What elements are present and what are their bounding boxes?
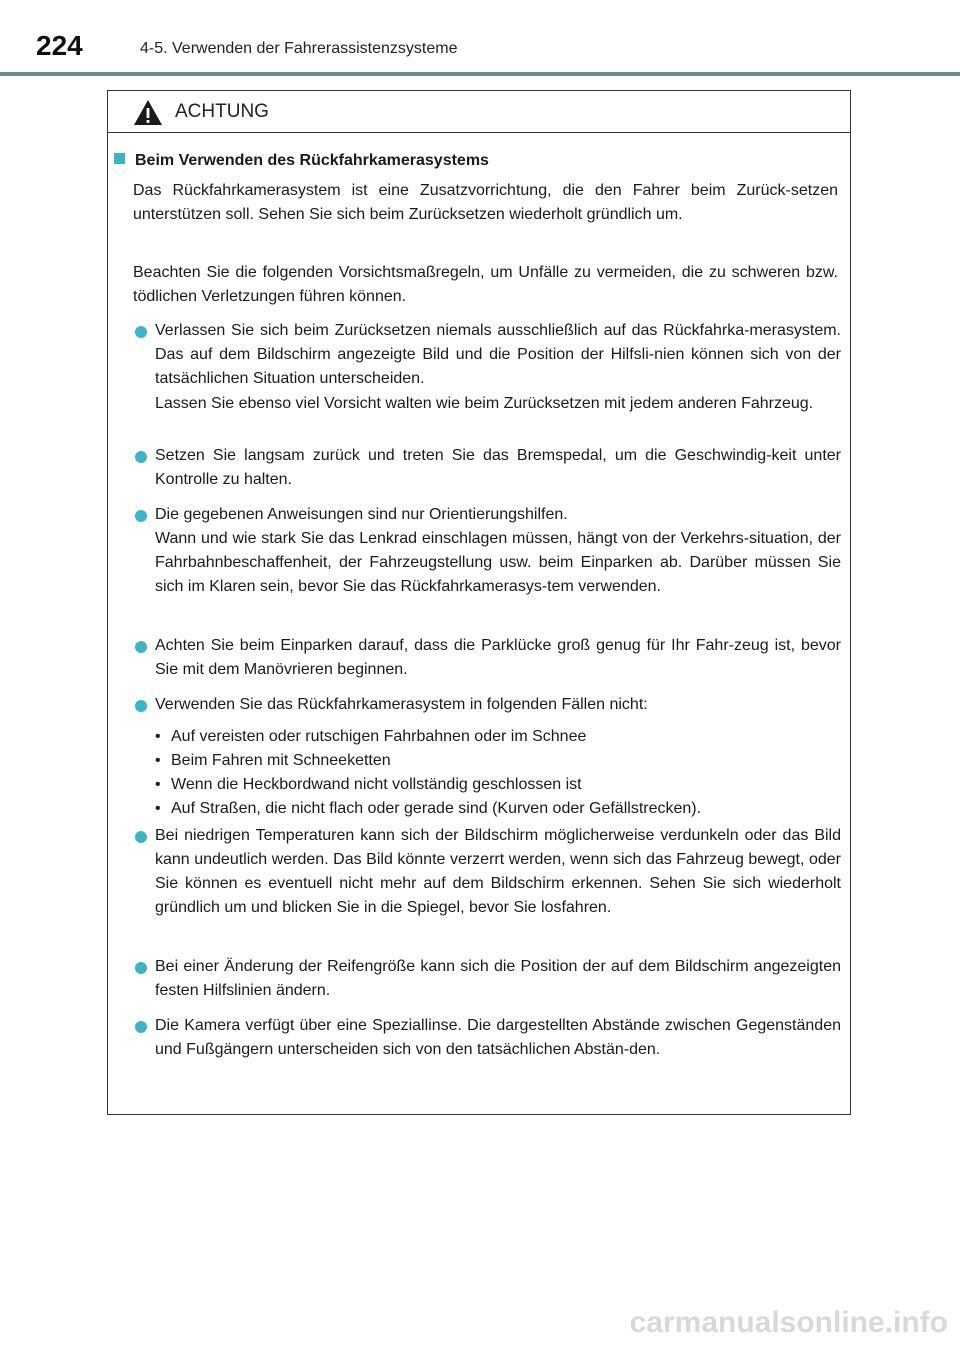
footer-watermark[interactable]: carmanualsonline.info [629,1306,948,1339]
bullet-dot-icon [135,831,147,843]
sub-list-item-text: Wenn die Heckbordwand nicht vollständig geschlossen ist [171,776,582,793]
warning-label: ACHTUNG [175,101,269,122]
bullet-dot-icon [135,510,147,522]
warning-header [108,91,850,133]
bullet-item: Bei niedrigen Temperaturen kann sich der Bildschirm möglicherweise verdunkeln oder das Bild kann undeutlich werden. Das Bild könnte verzerrt werden, wenn sich das Fahrzeug bewegt, oder Sie können es eventuell nicht mehr auf dem Bildschirm erkennen. Sehen Sie sich wiederholt gründlich um und blicken Sie in die Spiegel, bevor Sie losfahren. [155,827,841,916]
intro-paragraph-2: Beachten Sie die folgenden Vorsichtsmaßregeln, um Unfälle zu vermeiden, die zu schweren bzw. tödlichen Verletzungen führen können. [133,264,838,305]
bullet-item: Verwenden Sie das Rückfahrkamerasystem in folgenden Fällen nicht: [155,696,648,713]
bullet-dot-icon [135,326,147,338]
bullet-dot-icon [135,451,147,463]
bullet-item: Bei einer Änderung der Reifengröße kann sich die Position der auf dem Bildschirm angezeigten festen Hilfslinien ändern. [155,958,841,999]
bullet-item: Verlassen Sie sich beim Zurücksetzen niemals ausschließlich auf das Rückfahrka-merasystem. Das auf dem Bildschirm angezeigte Bild und die Position der Hilfsli-nien können sich von der tatsächlichen Situation unterscheiden. [155,322,841,387]
sub-list-item-text: Auf vereisten oder rutschigen Fahrbahnen oder im Schnee [171,728,587,745]
bullet-dot-icon [135,962,147,974]
square-bullet-icon [114,153,125,164]
bullet-extra: Wann und wie stark Sie das Lenkrad einschlagen müssen, hängt von der Verkehrs-situation, der Fahrbahnbeschaffenheit, der Fahrzeugstellung usw. beim Einparken ab. Darüber müssen Sie sich im Klaren sein, bevor Sie das Rückfahrkamerasys-tem verwenden. [155,530,841,595]
sub-list-item: • Auf vereisten oder rutschigen Fahrbahnen oder im Schnee [155,728,587,745]
bullet-item: Die gegebenen Anweisungen sind nur Orientierungshilfen. [155,506,568,523]
warning-triangle-icon [133,99,163,126]
bullet-dot-icon [135,641,147,653]
sub-list-item: • Auf Straßen, die nicht flach oder gerade sind (Kurven oder Gefällstrecken). [155,800,702,817]
sub-list-item: • Beim Fahren mit Schneeketten [155,752,391,769]
page-number: 224 [36,30,83,61]
intro-paragraph-1: Das Rückfahrkamerasystem ist eine Zusatzvorrichtung, die den Fahrer beim Zurück-setzen unterstützen soll. Sehen Sie sich beim Zurücksetzen wiederholt gründlich um. [133,182,838,223]
sub-list-item-text: Beim Fahren mit Schneeketten [171,752,391,769]
bullet-item: Setzen Sie langsam zurück und treten Sie das Bremspedal, um die Geschwindig-keit unter Kontrolle zu halten. [155,447,841,488]
sub-list-item: • Wenn die Heckbordwand nicht vollständig geschlossen ist [155,776,582,793]
header-rule [0,72,960,76]
warning-box [107,90,851,1115]
section-title-text: Beim Verwenden des Rückfahrkamerasystems [135,152,489,169]
bullet-dot-icon [135,1021,147,1033]
bullet-item: Achten Sie beim Einparken darauf, dass die Parklücke groß genug für Ihr Fahr-zeug ist, bevor Sie mit dem Manövrieren beginnen. [155,637,841,678]
bullet-item: Die Kamera verfügt über eine Speziallinse. Die dargestellten Abstände zwischen Gegenständen und Fußgängern unterscheiden sich von den tatsächlichen Abstän-den. [155,1017,841,1058]
sub-list-item-text: Auf Straßen, die nicht flach oder gerade sind (Kurven oder Gefällstrecken). [171,800,702,817]
bullet-dot-icon [135,700,147,712]
bullet-extra: Lassen Sie ebenso viel Vorsicht walten wie beim Zurücksetzen mit jedem anderen Fahrzeug. [155,395,814,412]
section-title [114,152,489,170]
section-header: 4-5. Verwenden der Fahrerassistenzsysteme [140,40,458,57]
